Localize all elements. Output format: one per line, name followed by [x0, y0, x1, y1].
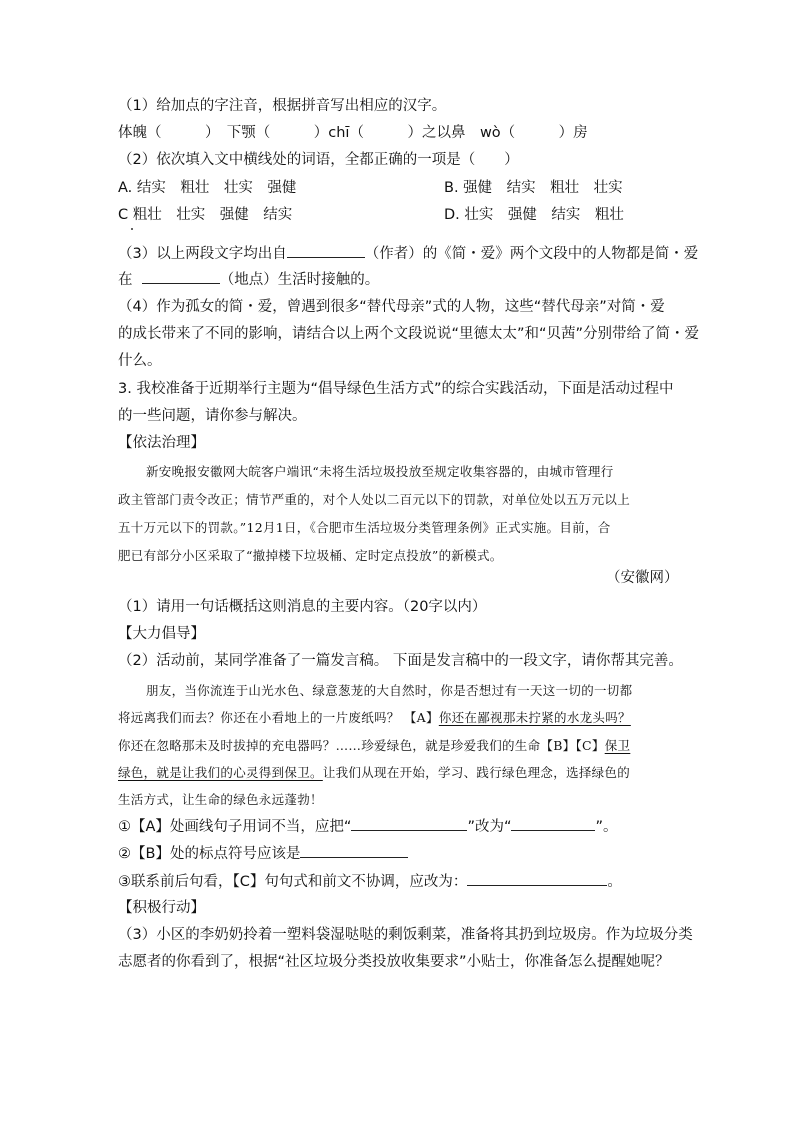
q4-line3: 什么。	[118, 353, 162, 369]
section3-q3-line2: 志愿者的你看到了，根据“社区垃圾分类投放收集要求”小贴士，你准备怎么提醒她呢？	[118, 954, 670, 970]
punctuation-blank[interactable]	[300, 843, 408, 858]
section-heading-law: 【依法治理】	[118, 435, 205, 451]
q1-intro: （1）给加点的字注音，根据拼音写出相应的汉字。	[118, 98, 447, 114]
news-source: （安徽网）	[606, 570, 679, 586]
option-b: B. 强健 结实 粗壮 壮实	[444, 180, 623, 196]
sub-q2: ②【B】处的标点符号应该是	[118, 843, 408, 864]
section3-q3-line1: （3）小区的李奶奶拎着一塑料袋湿哒哒的剩饭剩菜，准备将其扔到垃圾房。作为垃圾分类	[118, 927, 693, 943]
q4-line2: 的成长带来了不同的影响，请结合以上两个文段说说“里德太太”和“贝茜”分别带给了简・爱	[118, 326, 700, 342]
replace-to-blank[interactable]	[511, 816, 595, 831]
q3-line2: 在 （地点）生活时接触的。	[118, 269, 379, 290]
author-blank[interactable]	[287, 243, 365, 258]
q3-line1: （3）以上两段文字均出自 （作者）的《简・爱》两个文段中的人物都是简・爱	[118, 243, 698, 264]
speech-line4: 绿色，就是让我们的心灵得到保卫。让我们从现在开始，学习、践行绿色理念，选择绿色的	[118, 765, 631, 780]
news-line4: 肥已有部分小区采取了“撤掉楼下垃圾桶、定时定点投放”的新模式。	[118, 548, 503, 563]
section1-q1: （1）请用一句话概括这则消息的主要内容。（20字以内）	[118, 599, 487, 615]
q1-pinyin-row: 体魄（ ） 下颚（ ）chī（ ）之以鼻 wò（ ）房	[118, 125, 588, 141]
option-d: D. 壮实 强健 结实 粗壮	[444, 207, 624, 223]
item3-line2: 的一些问题，请你参与解决。	[118, 408, 307, 424]
section-heading-advocate: 【大力倡导】	[118, 626, 205, 642]
news-line1: 新安晚报安徽网大皖客户端讯“未将生活垃圾投放至规定收集容器的，由城市管理行	[146, 464, 614, 479]
item3-line1: 3. 我校准备于近期举行主题为“倡导绿色生活方式”的综合实践活动，下面是活动过程中	[118, 381, 674, 397]
rewrite-blank[interactable]	[467, 871, 607, 886]
q4-line1: （4）作为孤女的简・爱，曾遇到很多“替代母亲”式的人物，这些“替代母亲”对简・爱	[118, 299, 665, 315]
option-c: C 粗壮 壮实 强健 结实	[118, 207, 293, 223]
option-a: A. 结实 粗壮 壮实 强健	[118, 180, 297, 196]
section-heading-action: 【积极行动】	[118, 900, 205, 916]
place-blank[interactable]	[142, 269, 220, 284]
speech-line5: 生活方式，让生命的绿色永远蓬勃！	[118, 792, 323, 807]
sub-q3: ③联系前后句看，【C】句句式和前文不协调，应改为： 。	[118, 871, 622, 892]
underlined-sentence-a: 你还在鄙视那未拧紧的水龙头吗？	[438, 710, 631, 725]
underlined-sentence-c: 绿色，就是让我们的心灵得到保卫。	[118, 765, 323, 780]
q2-intro: （2）依次填入文中横线处的词语，全都正确的一项是（ ）	[118, 152, 519, 168]
news-line3: 五十万元以下的罚款。”12月1日，《合肥市生活垃圾分类管理条例》正式实施。目前，合	[118, 520, 611, 535]
stray-dot	[131, 228, 133, 230]
sub-q1: ①【A】处画线句子用词不当，应把“ ”改为“ ”。	[118, 816, 617, 837]
speech-line2: 将远离我们而去？你还在小看地上的一片废纸吗？ 【A】你还在鄙视那未拧紧的水龙头吗？	[118, 710, 631, 725]
section2-q2: （2）活动前，某同学准备了一篇发言稿。 下面是发言稿中的一段文字，请你帮其完善。	[118, 653, 683, 669]
speech-line3: 你还在忽略那未及时拔掉的充电器吗？……珍爱绿色，就是珍爱我们的生命【B】【C】保卫	[118, 738, 631, 753]
speech-line1: 朋友，当你流连于山光水色、绿意葱茏的大自然时，你是否想过有一天这一切的一切都	[146, 683, 633, 698]
replace-from-blank[interactable]	[351, 816, 467, 831]
news-line2: 政主管部门责令改正；情节严重的，对个人处以二百元以下的罚款，对单位处以五万元以上	[118, 492, 631, 507]
